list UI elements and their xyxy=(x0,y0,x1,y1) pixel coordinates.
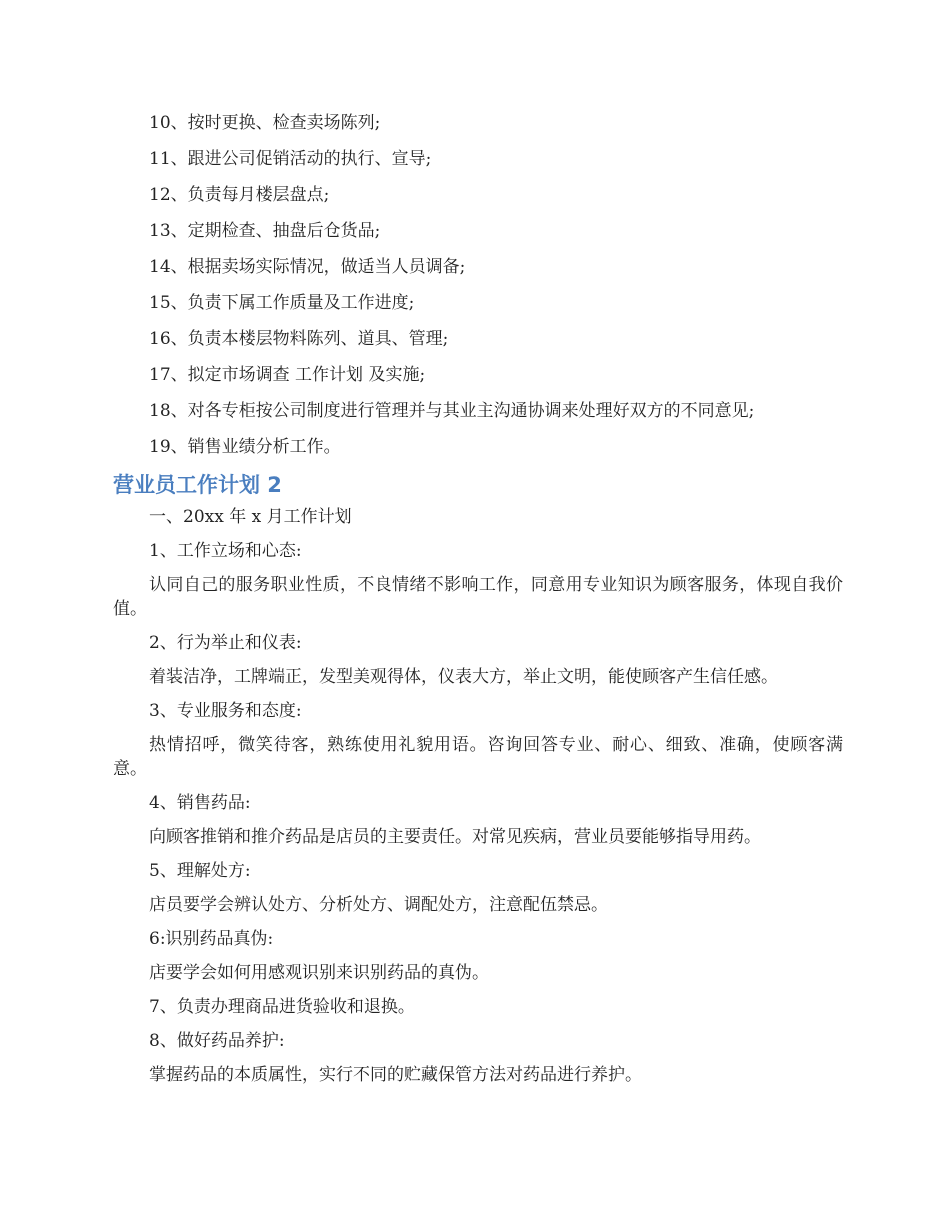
paragraph: 店要学会如何用感观识别来识别药品的真伪。 xyxy=(149,963,489,983)
paragraph: 8、做好药品养护: xyxy=(149,1031,285,1051)
list-item: 12、负责每月楼层盘点; xyxy=(149,185,330,205)
duty-list xyxy=(0,106,950,466)
paragraph: 7、负责办理商品进货验收和退换。 xyxy=(149,997,415,1017)
paragraph: 向顾客推销和推介药品是店员的主要责任。对常见疾病，营业员要能够指导用药。 xyxy=(149,827,761,847)
list-item: 14、根据卖场实际情况，做适当人员调备; xyxy=(149,257,466,277)
section-body xyxy=(113,505,843,1097)
paragraph: 热情招呼，微笑待客，熟练使用礼貌用语。咨询回答专业、耐心、细致、准确，使顾客满意。 xyxy=(113,735,843,779)
paragraph: 着装洁净，工牌端正，发型美观得体，仪表大方，举止文明，能使顾客产生信任感。 xyxy=(149,667,778,687)
list-item: 17、拟定市场调查 工作计划 及实施; xyxy=(149,365,426,385)
paragraph: 一、20xx 年 x 月工作计划 xyxy=(149,507,352,527)
paragraph: 掌握药品的本质属性，实行不同的贮藏保管方法对药品进行养护。 xyxy=(149,1065,642,1085)
paragraph: 6:识别药品真伪: xyxy=(149,929,274,949)
list-item: 10、按时更换、检查卖场陈列; xyxy=(149,113,381,133)
paragraph: 店员要学会辨认处方、分析处方、调配处方，注意配伍禁忌。 xyxy=(149,895,608,915)
paragraph: 5、理解处方: xyxy=(149,861,251,881)
paragraph: 3、专业服务和态度: xyxy=(149,701,302,721)
list-item: 15、负责下属工作质量及工作进度; xyxy=(149,293,415,313)
list-item: 11、跟进公司促销活动的执行、宣导; xyxy=(149,149,432,169)
list-item: 18、对各专柜按公司制度进行管理并与其业主沟通协调来处理好双方的不同意见; xyxy=(149,401,755,421)
section-heading: 营业员工作计划 2 xyxy=(113,473,282,497)
paragraph: 4、销售药品: xyxy=(149,793,251,813)
list-item: 13、定期检查、抽盘后仓货品; xyxy=(149,221,381,241)
list-item: 16、负责本楼层物料陈列、道具、管理; xyxy=(149,329,449,349)
list-item: 19、销售业绩分析工作。 xyxy=(149,437,341,457)
paragraph: 2、行为举止和仪表: xyxy=(149,633,302,653)
paragraph: 1、工作立场和心态: xyxy=(149,541,302,561)
paragraph: 认同自己的服务职业性质，不良情绪不影响工作，同意用专业知识为顾客服务，体现自我价值。 xyxy=(113,575,843,619)
